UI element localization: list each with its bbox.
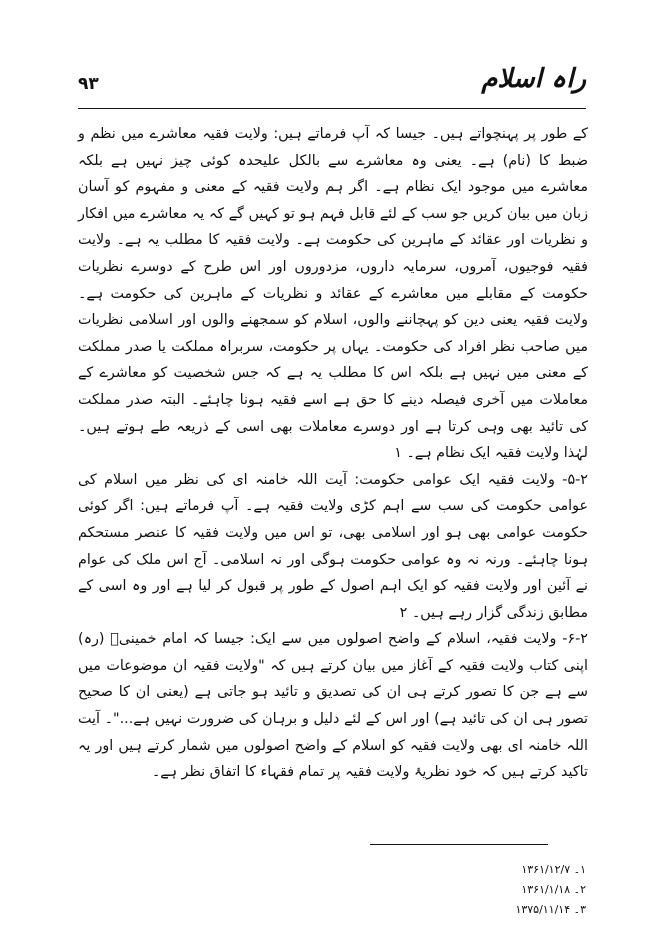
footnote-1: ۱۔ ۱۳۶۱/۱۲/۷: [521, 863, 586, 876]
paragraph-3: ۶-۲- ولایت فقیہ، اسلام کے واضح اصولوں میں سے ایک: جیسا کہ امام خمینیؒ (رہ) اپنی کتاب ولایت فقیہ کے آغاز میں بیان کرتے ہیں کہ "ولایت فقیہ ان موضوعات میں سے ہے جن کا تصور کرتے ہی ان کی تصدیق و تائید ہو جاتی ہے (یعنی ان کا صحیح تصور ہی ان کی تائید ہے) اور اس کے لئے دلیل و برہان کی ضرورت نہیں ہے..."۔ آیت اللہ خامنہ ای بھی ولایت فقیہ کو اسلام کے واضح اصولوں میں شمار کرتے ہیں اور یہ تاکید کرتے ہیں کہ خود نظریۂ ولایت فقیہ پر تمام فقہاء کا اتفاق نظر ہے۔: [78, 631, 588, 781]
footnote-separator: [370, 844, 548, 845]
page-number: ۹۳: [78, 74, 99, 94]
paragraph-2: ۵-۲- ولایت فقیہ ایک عوامی حکومت: آیت اللہ خامنہ ای کی نظر میں اسلام کی عوامی حکومت کی سب سے اہم کڑی ولایت فقیہ ہے۔ آپ فرماتے ہیں: اگر کوئی حکومت عوامی بھی ہو اور اسلامی بھی، تو اس میں ولایت فقیہ کا عنصر مستحکم ہونا چاہئے۔ ورنہ نہ وہ عوامی حکومت ہوگی اور نہ اسلامی۔ آج اس ملک کی عوام نے آئین اور ولایت فقیہ کو ایک اہم اصول کے طور پر قبول کر لیا ہے اور وہ اسی کے مطابق زندگی گزار رہے ہیں۔ ۲: [78, 471, 588, 621]
journal-title: راہ اسلام: [481, 64, 586, 94]
paragraph-1: کے طور پر پہنچواتے ہیں۔ جیسا کہ آپ فرماتے ہیں: ولایت فقیہ معاشرے میں نظم و ضبط کا (نام) ہے۔ یعنی وہ معاشرے سے بالکل علیحدہ کوئی چیز نہیں ہے بلکہ معاشرے میں موجود ایک نظام ہے۔ اگر ہم ولایت فقیہ کے معنی و مفہوم کو آسان زبان میں بیان کریں جو سب کے لئے قابل فہم ہو تو کہیں گے کہ یہ معاشرے میں افکار و نظریات اور عقائد کے ماہرین کی حکومت ہے۔ ولایت فقیہ کا مطلب یہ ہے۔ ولایت فقیہ فوجیوں، آمروں، سرمایہ داروں، مزدوروں اور اس طرح کے دوسرے نظریات حکومت کے مقابلے میں معاشرے کے عقائد و نظریات کے ماہرین کی حکومت ہے۔ ولایت فقیہ یعنی دین کو پہچاننے والوں، اسلام کو سمجھنے والوں اور اسلامی نظریات میں صاحب نظر افراد کی حکومت۔ یہاں پر حکومت، سربراہ مملکت یا صدر مملکت کے معنی میں نہیں ہے بلکہ اس کا مطلب یہ ہے کہ جس شخصیت کو معاشرے کے معاملات میں آخری فیصلہ دینے کا حق ہے اسے فقیہ ہونا چاہئے۔ البتہ صدر مملکت کی تائید بھی وہی کرتا ہے اور دوسرے معاملات بھی اسی کے ذریعہ طے ہوتے ہیں۔ لہٰذا ولایت فقیہ ایک نظام ہے۔ ۱: [78, 126, 588, 462]
footnotes: [515, 860, 586, 920]
header-rule: [78, 108, 586, 109]
footnote-2: ۲۔ ۱۳۶۱/۱/۱۸: [521, 883, 586, 896]
page-header: [78, 64, 586, 104]
footnote-3: ۳۔ ۱۳۷۵/۱۱/۱۴: [515, 903, 586, 916]
body-text: [78, 121, 588, 786]
